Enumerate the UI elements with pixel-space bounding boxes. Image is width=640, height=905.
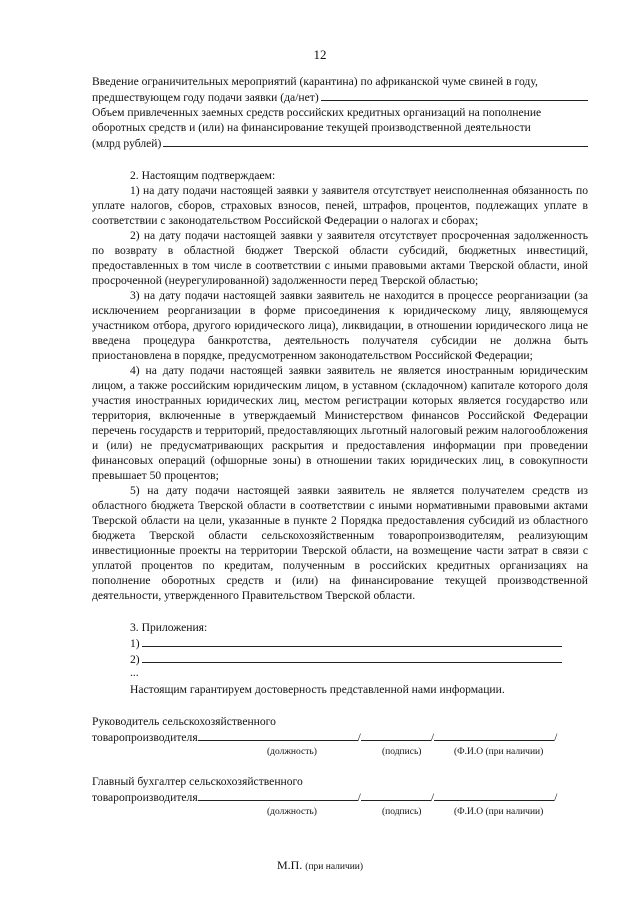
attachment-row-2 xyxy=(92,651,562,667)
accountant-caption-signature: (подпись) xyxy=(382,807,422,817)
confirmation-item-3: 3) на дату подачи настоящей заявки заявитель не находится в процессе реорганизации (за исключением реорганизации в форме присоединения к юридическому лицу, являющемуся участником отбора, другого юридического лица), ликвидации, в отношении юридического лица не введена процедура банкротства, деятельность получателя субсидии не должна быть приостановлена в порядке, предусмотренном законодательством Российской Федерации; xyxy=(92,289,588,362)
accountant-caption-name: (Ф.И.О (при наличии) xyxy=(454,807,544,817)
confirmation-item-2: 2) на дату подачи настоящей заявки у заявителя отсутствует просроченная задолженность по возврату в областной бюджет Тверской области субсидий, бюджетных инвестиций, предоставленных в том числе в соответствии с иными правовыми актами Тверской области, иной просроченной (неурегулированной) задолженности перед Тверской областью; xyxy=(92,229,588,287)
attachment-ellipsis: ... xyxy=(130,666,139,679)
head-slash-3: / xyxy=(554,731,558,744)
head-caption-signature: (подпись) xyxy=(382,747,422,757)
confirmation-item-5: 5) на дату подачи настоящей заявки заявитель не является получателем средств из областного бюджета Тверской области в соответствии с иными нормативными правовыми актами Тверской области на цели, указанные в пункте 2 Порядка предоставления субсидий из областного бюджета Тверской области сельскохозяйственным товаропроизводителям, реализующим инвестиционные проекты на территории Тверской области, на возмещение части затрат в связи с уплатой процентов по кредитам, полученным в российских кредитных организациях на пополнение оборотных средств и (или) на финансирование текущей производственной деятельности, утвержденного Правительством Тверской области. xyxy=(92,484,588,602)
head-caption-position: (должность) xyxy=(267,747,317,757)
head-signature-row xyxy=(92,729,588,745)
head-signature-field[interactable] xyxy=(361,729,431,741)
accountant-position-field[interactable] xyxy=(198,789,358,801)
accountant-title-line2: товаропроизводителя xyxy=(92,791,198,804)
head-slash-1: / xyxy=(357,731,361,744)
attachment-field-2[interactable] xyxy=(142,651,562,663)
stamp-placeholder xyxy=(0,858,640,873)
quarantine-question-line1: Введение ограничительных мероприятий (карантина) по африканской чуме свиней в году, xyxy=(92,75,538,88)
quarantine-answer-field[interactable] xyxy=(321,89,588,101)
stamp-note: (при наличии) xyxy=(305,862,364,872)
head-title-line2: товаропроизводителя xyxy=(92,731,198,744)
head-name-field[interactable] xyxy=(434,729,554,741)
document-body xyxy=(92,74,588,819)
quarantine-answer-row xyxy=(92,89,588,105)
accountant-slash-2: / xyxy=(430,791,435,804)
quarantine-question-line2: предшествующем году подачи заявки (да/нет) xyxy=(92,91,319,104)
accountant-slash-1: / xyxy=(357,791,361,804)
attachment-row-1 xyxy=(92,635,562,651)
attachment-field-1[interactable] xyxy=(142,635,562,647)
head-title-line1: Руководитель сельскохозяйственного xyxy=(92,715,276,728)
head-caption-name: (Ф.И.О (при наличии) xyxy=(454,747,544,757)
credit-volume-answer-row xyxy=(92,135,588,151)
accountant-signature-row xyxy=(92,789,588,805)
accountant-title-line1: Главный бухгалтер сельскохозяйственного xyxy=(92,775,303,788)
credit-volume-line1: Объем привлеченных заемных средств российских кредитных организаций на пополнение xyxy=(92,106,542,119)
accountant-slash-3: / xyxy=(554,791,558,804)
accountant-signature-field[interactable] xyxy=(361,789,431,801)
section3-heading: 3. Приложения: xyxy=(130,621,208,634)
head-position-field[interactable] xyxy=(198,729,358,741)
credit-volume-line2: оборотных средств и (или) на финансирование текущей производственной деятельности xyxy=(92,121,531,134)
guarantee-statement: Настоящим гарантируем достоверность представленной нами информации. xyxy=(130,683,505,696)
page-number: 12 xyxy=(313,47,327,62)
head-slash-2: / xyxy=(430,731,435,744)
confirmation-item-1: 1) на дату подачи настоящей заявки у заявителя отсутствует неисполненная обязанность по уплате налогов, сборов, страховых взносов, пеней, штрафов, процентов, подлежащих уплате в соответствии с законодательством Российской Федерации о налогах и сборах; xyxy=(92,184,588,227)
stamp-label: М.П. xyxy=(276,858,303,872)
attachment-label-2: 2) xyxy=(130,653,140,666)
section2-heading: 2. Настоящим подтверждаем: xyxy=(130,169,276,182)
accountant-name-field[interactable] xyxy=(434,789,554,801)
credit-volume-answer-field[interactable] xyxy=(163,135,588,147)
head-captions xyxy=(92,745,588,759)
accountant-captions xyxy=(92,805,588,819)
attachment-label-1: 1) xyxy=(130,637,140,650)
accountant-caption-position: (должность) xyxy=(267,807,317,817)
confirmation-item-4: 4) на дату подачи настоящей заявки заявитель не является иностранным юридическим лицом, а также российским юридическим лицом, в уставном (складочном) капитале которого доля участия иностранных юридических лиц, местом регистрации которых является государство или территория, включенные в утверждаемый Министерством финансов Российской Федерации перечень государств и территорий, предоставляющих льготный налоговый режим налогообложения и (или) не предусматривающих раскрытия и предоставления информации при проведении финансовых операций (офшорные зоны) в отношении таких юридических лиц, в совокупности превышает 50 процентов; xyxy=(92,364,588,482)
credit-volume-line3: (млрд рублей) xyxy=(92,137,162,150)
